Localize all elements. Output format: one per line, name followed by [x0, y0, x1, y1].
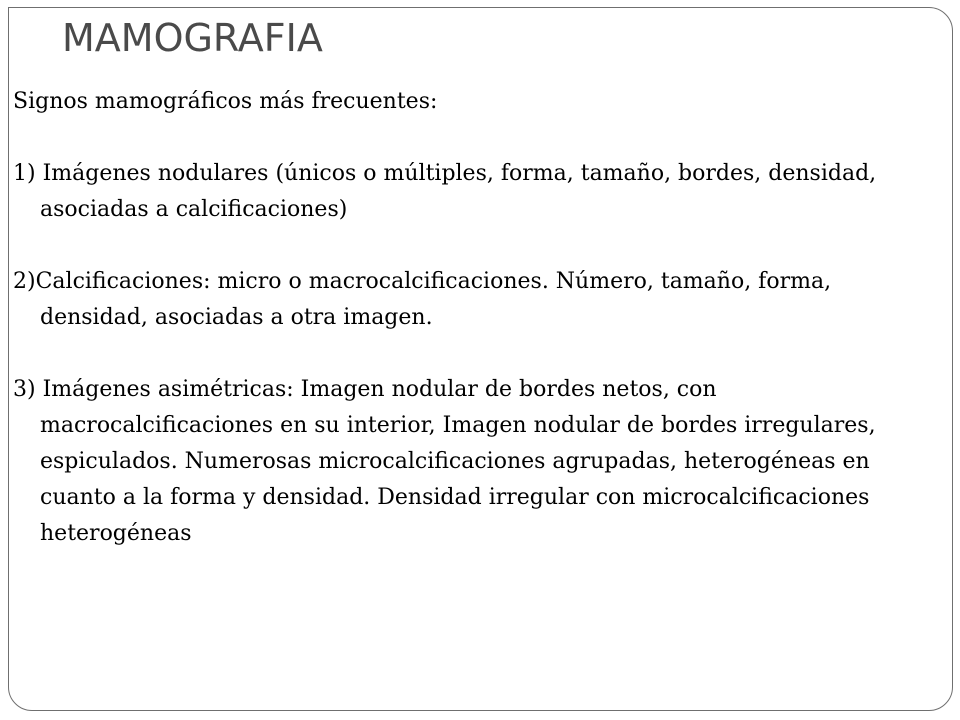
spacer [13, 120, 925, 156]
spacer [13, 336, 925, 372]
slide-body [13, 84, 925, 552]
list-item-1: 1) Imágenes nodulares (únicos o múltiples, forma, tamaño, bordes, densidad, asociadas a calcificaciones) [13, 161, 877, 222]
page-title: MAMOGRAFIA [62, 16, 323, 60]
list-item-2: 2)Calcificaciones: micro o macrocalcificaciones. Número, tamaño, forma, densidad, asociadas a otra imagen. [13, 269, 832, 330]
spacer [13, 228, 925, 264]
intro-text: Signos mamográficos más frecuentes: [13, 89, 438, 114]
list-item-3: 3) Imágenes asimétricas: Imagen nodular de bordes netos, con macrocalcificaciones en su interior, Imagen nodular de bordes irregulares, espiculados. Numerosas microcalcificaciones agrupadas, heterogéneas en cuanto a la forma y densidad. Densidad irregular con microcalcificaciones heterogéneas [13, 377, 876, 546]
